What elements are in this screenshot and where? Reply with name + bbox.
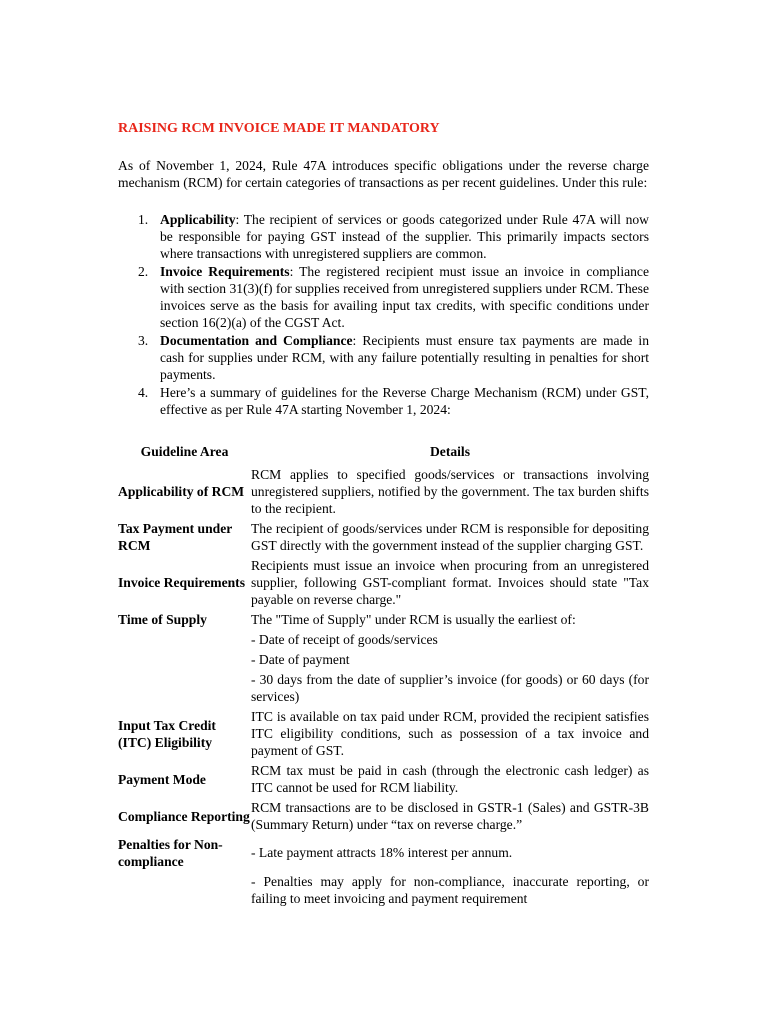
document-page [118, 120, 649, 910]
table-row [118, 466, 649, 520]
table-row [118, 611, 649, 708]
row-details [251, 520, 649, 557]
detail-text: The "Time of Supply" under RCM is usually the earliest of: [251, 612, 576, 627]
table-row [118, 836, 649, 910]
document-title: RAISING RCM INVOICE MADE IT MANDATORY [118, 121, 440, 136]
list-item [118, 211, 649, 262]
row-details [251, 762, 649, 799]
row-area: Payment Mode [118, 771, 206, 787]
list-term: Invoice Requirements [160, 264, 290, 279]
row-area: Invoice Requirements [118, 575, 245, 590]
list-number: 2. [138, 264, 149, 279]
row-details [251, 799, 649, 836]
row-details [251, 836, 649, 910]
list-term: Applicability [160, 212, 236, 227]
detail-text: Recipients must issue an invoice when procuring from an unregistered supplier, following GST-compliant format. Invoices should state "Tax payable on reverse charge." [251, 558, 649, 607]
intro-paragraph: As of November 1, 2024, Rule 47A introduces specific obligations under the reverse charge mechanism (RCM) for certain categories of transactions as per recent guidelines. Under this rule: [118, 158, 649, 190]
list-number: 3. [138, 333, 149, 348]
header-guideline-area: Guideline Area [140, 444, 229, 459]
list-item [118, 263, 649, 331]
list-item [118, 384, 649, 418]
detail-text: RCM tax must be paid in cash (through the electronic cash ledger) as ITC cannot be used for RCM liability. [251, 763, 649, 795]
table-row [118, 557, 649, 611]
table-row [118, 799, 649, 836]
guidelines-table [118, 443, 649, 910]
list-number: 4. [138, 385, 149, 400]
rules-list [118, 211, 649, 418]
row-area: Penalties for Non-compliance [118, 837, 223, 869]
detail-text: - Late payment attracts 18% interest per annum. [251, 845, 513, 860]
row-area: Time of Supply [118, 612, 207, 627]
list-text: : Recipients must ensure tax payments are made in cash for supplies under RCM, with any failure potentially resulting in penalties for short payments. [160, 333, 649, 382]
table-row [118, 520, 649, 557]
detail-text: ITC is available on tax paid under RCM, provided the recipient satisfies ITC eligibility conditions, such as possession of a tax invoice and payment of GST. [251, 709, 649, 758]
header-details: Details [429, 444, 471, 459]
list-number: 1. [138, 212, 149, 227]
list-text: Here’s a summary of guidelines for the Reverse Charge Mechanism (RCM) under GST, effective as per Rule 47A starting November 1, 2024: [160, 385, 649, 417]
row-area: Input Tax Credit (ITC) Eligibility [118, 717, 216, 750]
list-text: : The recipient of services or goods categorized under Rule 47A will now be responsible for paying GST instead of the supplier. This primarily impacts sectors where transactions with unregistered suppliers are common. [160, 212, 649, 261]
detail-text: RCM transactions are to be disclosed in GSTR-1 (Sales) and GSTR-3B (Summary Return) under “tax on reverse charge.” [251, 800, 649, 832]
row-area: Applicability of RCM [118, 484, 245, 499]
list-term: Documentation and Compliance [160, 333, 353, 348]
detail-text: - Date of receipt of goods/services [251, 632, 438, 647]
detail-text: - 30 days from the date of supplier’s invoice (for goods) or 60 days (for services) [251, 672, 649, 704]
row-details [251, 466, 649, 520]
detail-text: RCM applies to specified goods/services or transactions involving unregistered suppliers, notified by the government. The tax burden shifts to the recipient. [251, 467, 649, 516]
list-text: : The registered recipient must issue an invoice in compliance with section 31(3)(f) for supplies received from unregistered suppliers under RCM. These invoices serve as the basis for availing input tax credits, with specific conditions under section 16(2)(a) of the CGST Act. [160, 264, 649, 330]
detail-text: - Penalties may apply for non-compliance, inaccurate reporting, or failing to meet invoicing and payment requirement [251, 874, 649, 906]
row-area: Compliance Reporting [118, 808, 250, 824]
row-area: Tax Payment under RCM [118, 521, 233, 553]
table-header-row [118, 443, 649, 466]
row-details [251, 611, 649, 708]
row-details [251, 708, 649, 762]
detail-text: The recipient of goods/services under RCM is responsible for depositing GST directly with the government instead of the supplier charging GST. [251, 521, 649, 553]
detail-text: - Date of payment [251, 652, 350, 667]
table-row [118, 708, 649, 762]
table-row [118, 762, 649, 799]
list-item [118, 332, 649, 383]
row-details [251, 557, 649, 611]
